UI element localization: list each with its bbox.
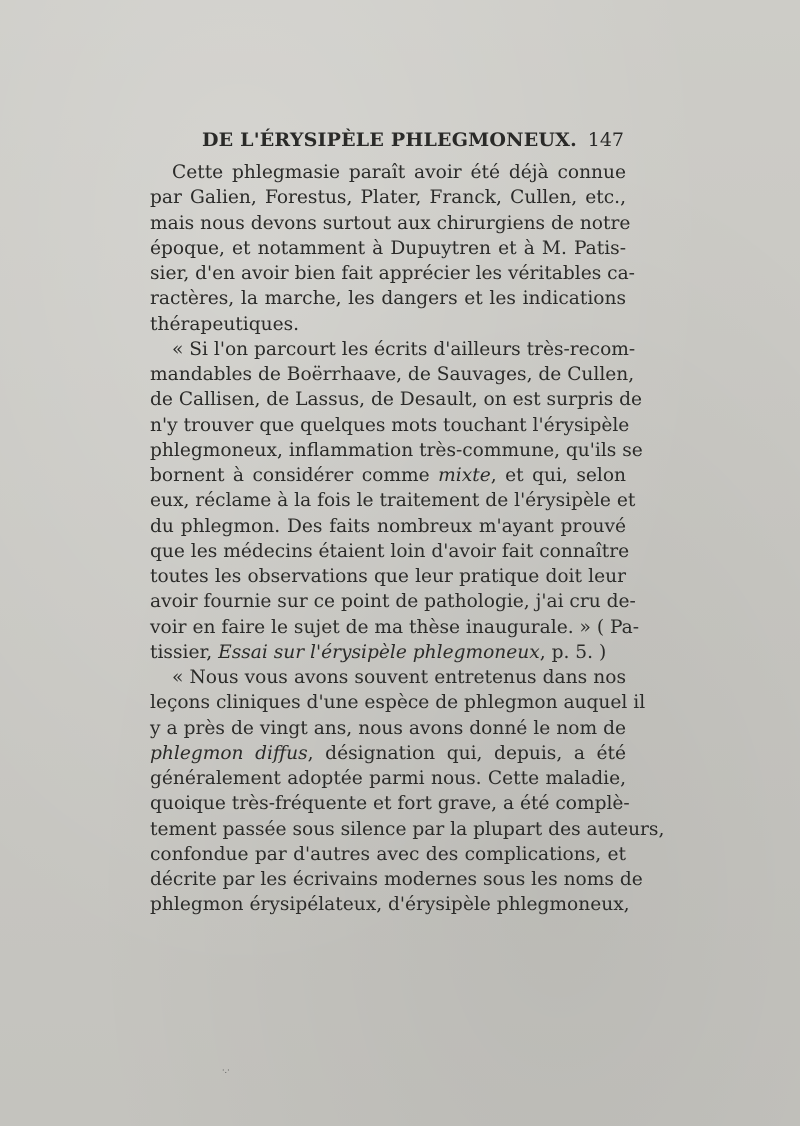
text-segment: , p. 5. )	[539, 641, 607, 663]
text-line: phlegmoneux, inflammation très-commune, qu'ils se	[150, 439, 643, 461]
text-segment: bornent à considérer comme	[150, 465, 439, 486]
text-line	[150, 463, 626, 488]
text-line: sier, d'en avoir bien fait apprécier les véritables ca-	[150, 263, 635, 284]
italic-segment: phlegmon diffus	[150, 742, 308, 764]
text-line: décrite par les écrivains modernes sous les noms de	[150, 869, 643, 890]
text-line: eux, réclame à la fois le traitement de l'érysipèle et	[150, 490, 636, 512]
text-line: avoir fournie sur ce point de pathologie, j'ai cru de-	[150, 591, 636, 613]
text-line: « Si l'on parcourt les écrits d'ailleurs très-recom-	[172, 338, 636, 360]
text-line: « Nous vous avons souvent entretenus dans nos	[172, 667, 626, 688]
text-line: thérapeutiques.	[150, 313, 300, 335]
page-number: 147	[587, 129, 624, 151]
text-line: Cette phlegmasie paraît avoir été déjà connue	[172, 162, 626, 183]
text-line: par Galien, Forestus, Plater, Franck, Cullen, etc.,	[150, 187, 626, 209]
page-header	[150, 129, 626, 159]
body-text	[150, 160, 665, 918]
text-segment: , désignation qui, depuis, a été	[307, 742, 626, 764]
text-line: phlegmon érysipélateux, d'érysipèle phlegmoneux,	[150, 894, 630, 916]
text-line: mais nous devons surtout aux chirurgiens de notre	[150, 212, 631, 234]
text-line: du phlegmon. Des faits nombreux m'ayant prouvé	[150, 515, 626, 537]
italic-segment: Essai sur l'érysipèle phlegmoneux	[218, 641, 540, 663]
text-line	[150, 741, 626, 766]
running-head: DE L'ÉRYSIPÈLE PHLEGMONEUX.	[202, 129, 577, 151]
text-line: généralement adoptée parmi nous. Cette maladie,	[150, 768, 626, 789]
text-line: y a près de vingt ans, nous avons donné le nom de	[150, 717, 626, 739]
text-line: n'y trouver que quelques mots touchant l'érysipèle	[150, 414, 630, 436]
italic-segment: mixte	[438, 465, 491, 486]
text-segment: tissier,	[150, 641, 219, 663]
text-line: tement passée sous silence par la plupart des auteurs,	[150, 818, 665, 840]
text-line: époque, et notamment à Dupuytren et à M. Patis-	[150, 237, 626, 259]
text-line: voir en faire le sujet de ma thèse inaugurale. » ( Pa-	[150, 616, 640, 638]
text-line: leçons cliniques d'une espèce de phlegmon auquel il	[150, 692, 646, 714]
text-line: ractères, la marche, les dangers et les indications	[150, 288, 626, 310]
text-line: mandables de Boërrhaave, de Sauvages, de Cullen,	[150, 364, 635, 385]
text-line: que les médecins étaient loin d'avoir fait connaître	[150, 540, 630, 562]
text-line: confondue par d'autres avec des complications, et	[150, 843, 626, 865]
ink-speck: ·.·	[222, 1066, 230, 1075]
text-line: de Callisen, de Lassus, de Desault, on est surpris de	[150, 389, 643, 411]
text-line: quoique très-fréquente et fort grave, a été complè-	[150, 793, 630, 815]
text-line	[150, 640, 626, 665]
text-line: toutes les observations que leur pratique doit leur	[150, 566, 626, 587]
text-segment: , et qui, selon	[490, 465, 626, 486]
